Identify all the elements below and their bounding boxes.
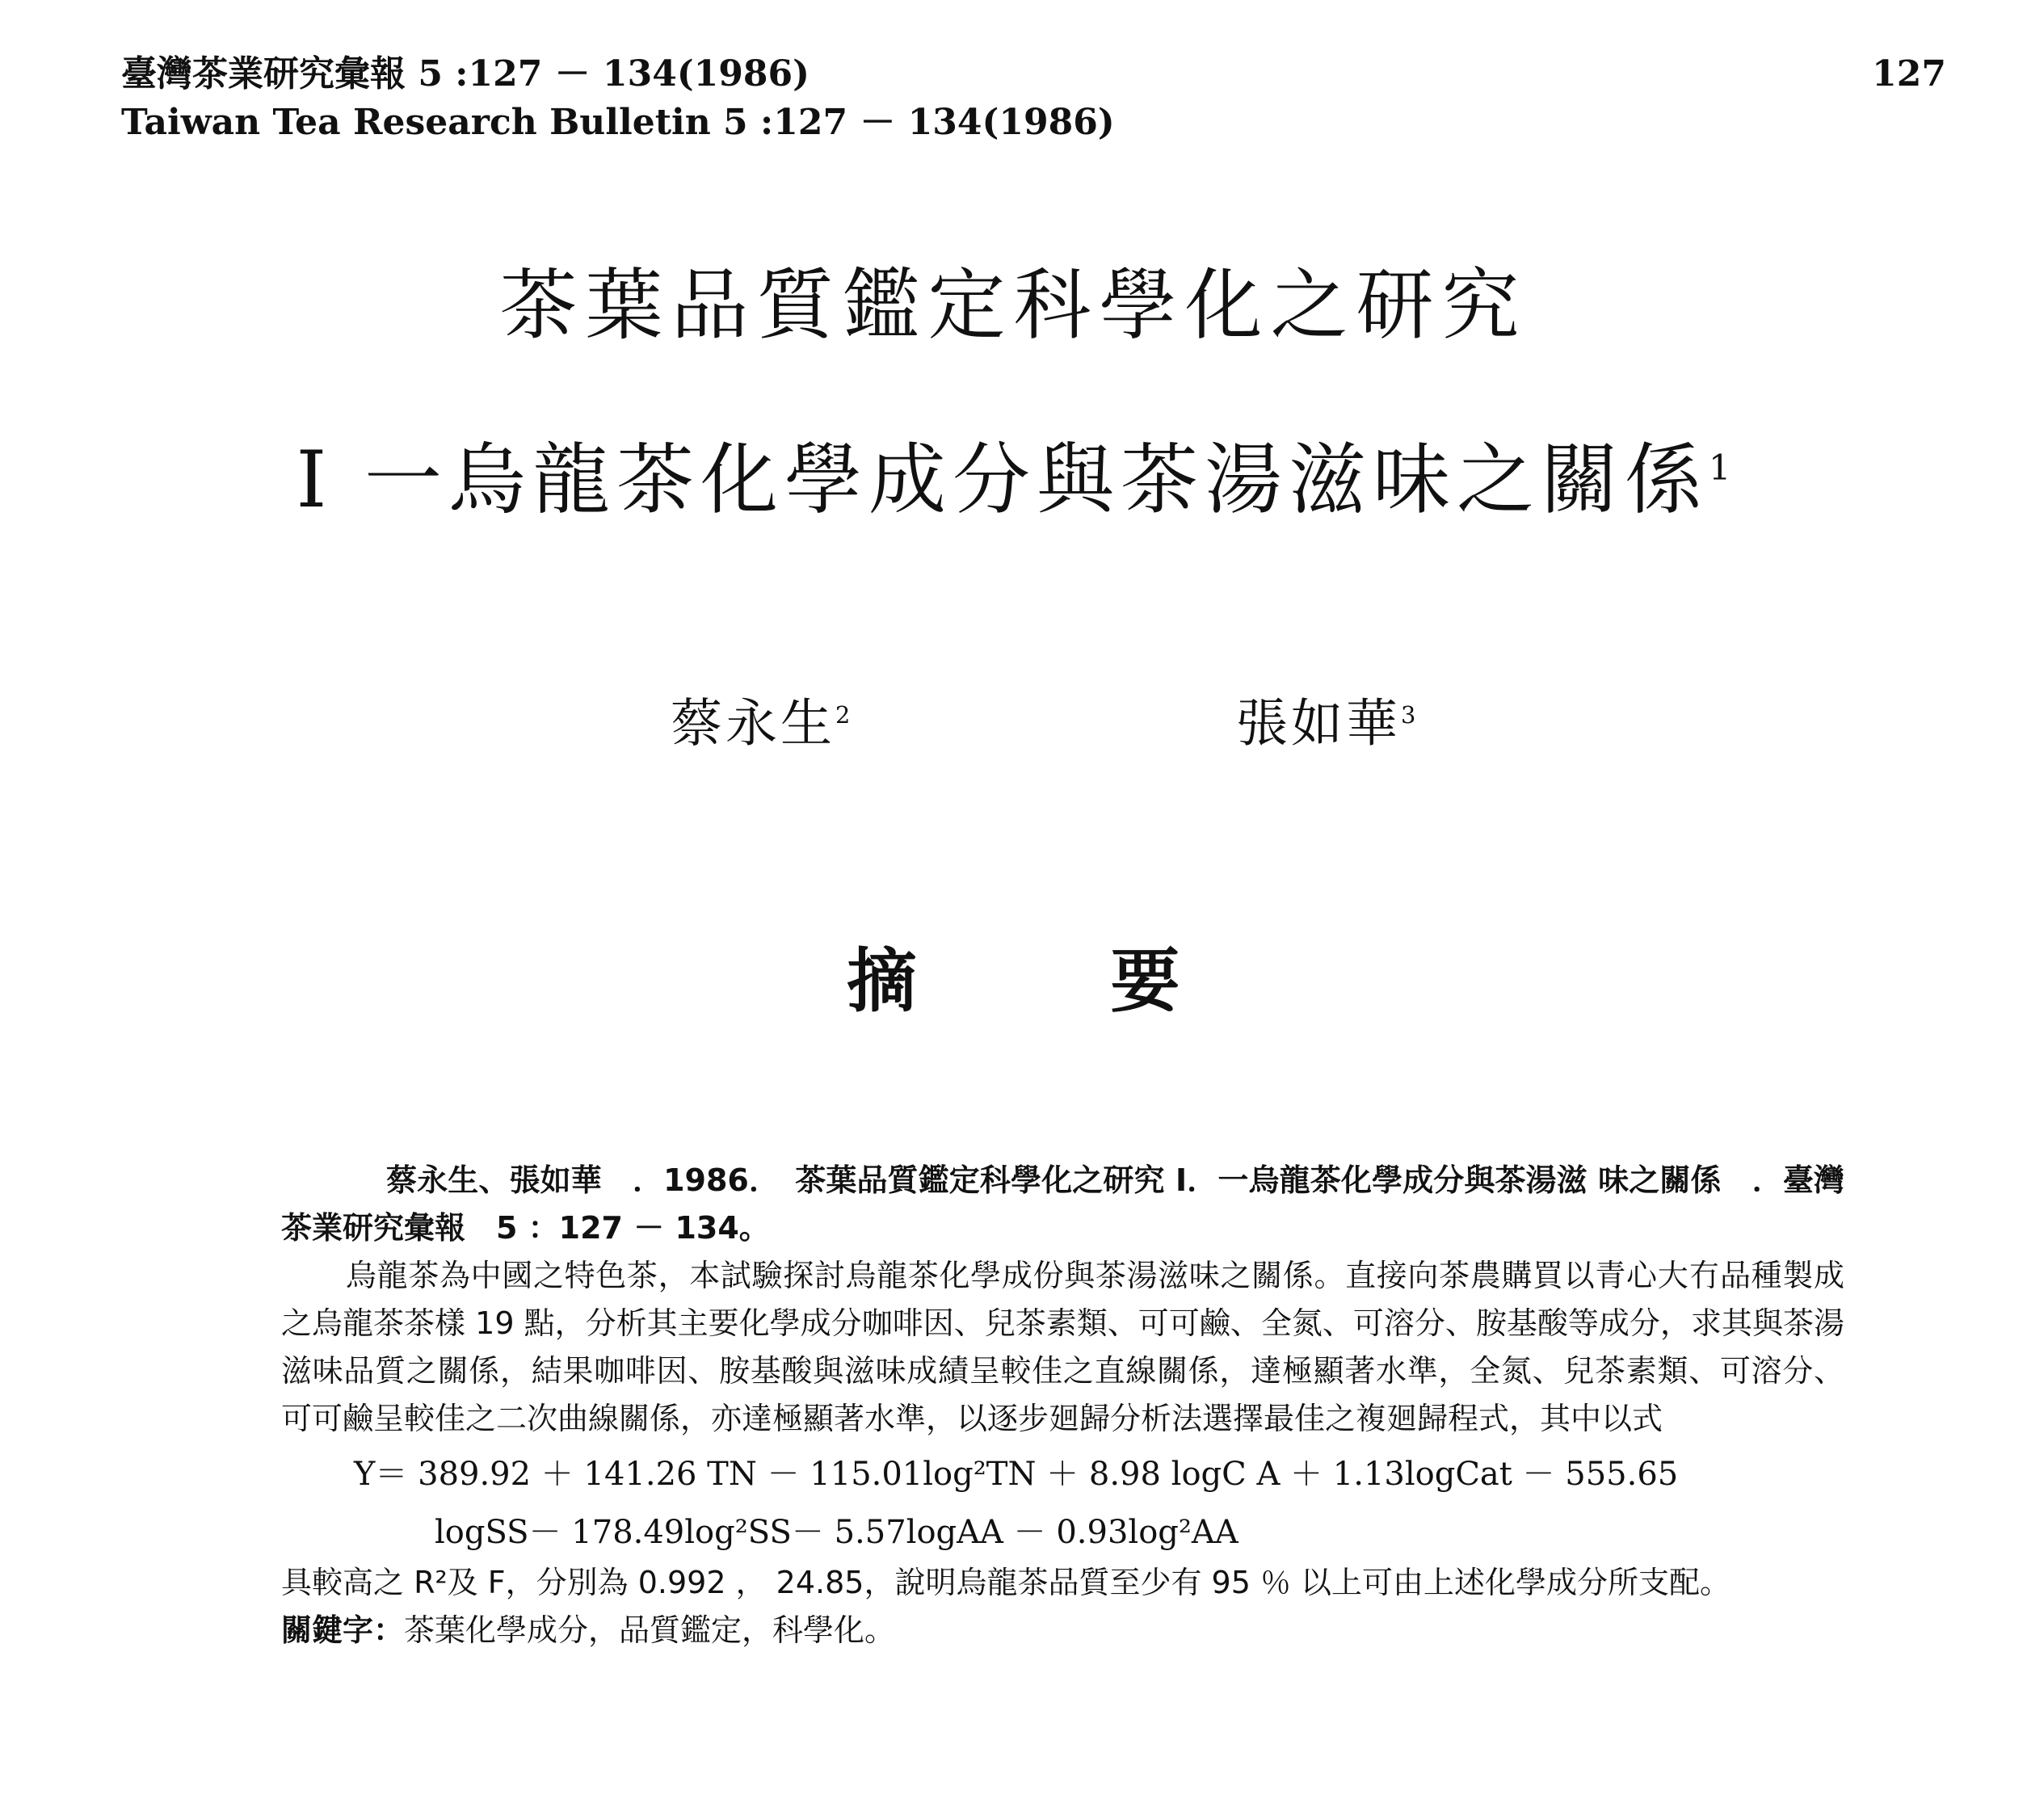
- abstract-heading-right: 要: [1110, 941, 1180, 1022]
- journal-citation-en: Taiwan Tea Research Bulletin 5 :127 － 134(1986): [121, 102, 1115, 143]
- author-1: [671, 679, 850, 760]
- author-footnote-mark: 3: [1401, 701, 1416, 729]
- abstract-heading-left: 摘: [847, 941, 917, 1022]
- keywords-text: 茶葉化學成分，品質鑑定，科學化。: [404, 1612, 896, 1648]
- running-header: [121, 50, 1115, 147]
- abstract-paragraph: 烏龍茶為中國之特色茶，本試驗探討烏龍茶化學成份與茶湯滋味之關係。直接向茶農購買以青心大冇品種製成之烏龍茶茶樣 19 點，分析其主要化學成分咖啡因、兒茶素類、可可鹼、全氮、可溶分、胺基酸等成分，求其與茶湯滋味品質之關係，結果咖啡因、胺基酸與滋味成績呈較佳之直線關係，達極顯著水準，全氮、兒茶素類、可溶分、可可鹼呈較佳之二次曲線關係，亦達極顯著水準，以逐步廻歸分析法選擇最佳之複廻歸程式，其中以式: [281, 1258, 1844, 1436]
- title-footnote-mark: 1: [1708, 448, 1731, 489]
- subtitle-text: I 一烏龍茶化學成分與茶湯滋味之關係: [296, 435, 1709, 525]
- author-footnote-mark: 2: [835, 701, 851, 729]
- author-name: 蔡永生: [671, 694, 835, 754]
- keywords-label: 關鍵字：: [281, 1612, 405, 1648]
- keywords: [281, 1607, 1844, 1654]
- author-2: [1236, 679, 1415, 760]
- journal-citation-zh: 臺灣茶業研究彙報 5 :127 － 134(1986): [121, 53, 810, 95]
- paper-title-subtitle: [0, 420, 2027, 528]
- paper-title-main: 茶葉品質鑑定科學化之研究: [499, 260, 1528, 351]
- abstract-body: [281, 1157, 1844, 1654]
- abstract-conclusion: 具較高之 R²及 F，分別為 0.992 ， 24.85，說明烏龍茶品質至少有 95 ％ 以上可由上述化學成分所支配。: [281, 1565, 1731, 1600]
- page-number: 127: [1872, 53, 1946, 95]
- regression-formula-line-2: logSS－ 178.49log²SS－ 5.57logAA － 0.93log²AA: [435, 1514, 1238, 1551]
- abstract-heading: [0, 937, 2027, 1026]
- regression-formula-line-1: Y＝ 389.92 ＋ 141.26 TN － 115.01log²TN ＋ 8.98 logC A ＋ 1.13logCat － 555.65: [354, 1456, 1679, 1493]
- author-name: 張如華: [1236, 694, 1401, 754]
- abstract-citation: 蔡永生、張如華 ．1986． 茶葉品質鑑定科學化之研究 I．一烏龍茶化學成分與茶湯滋 味之關係 ．臺灣茶業研究彙報 5 ：127 － 134。: [281, 1162, 1844, 1246]
